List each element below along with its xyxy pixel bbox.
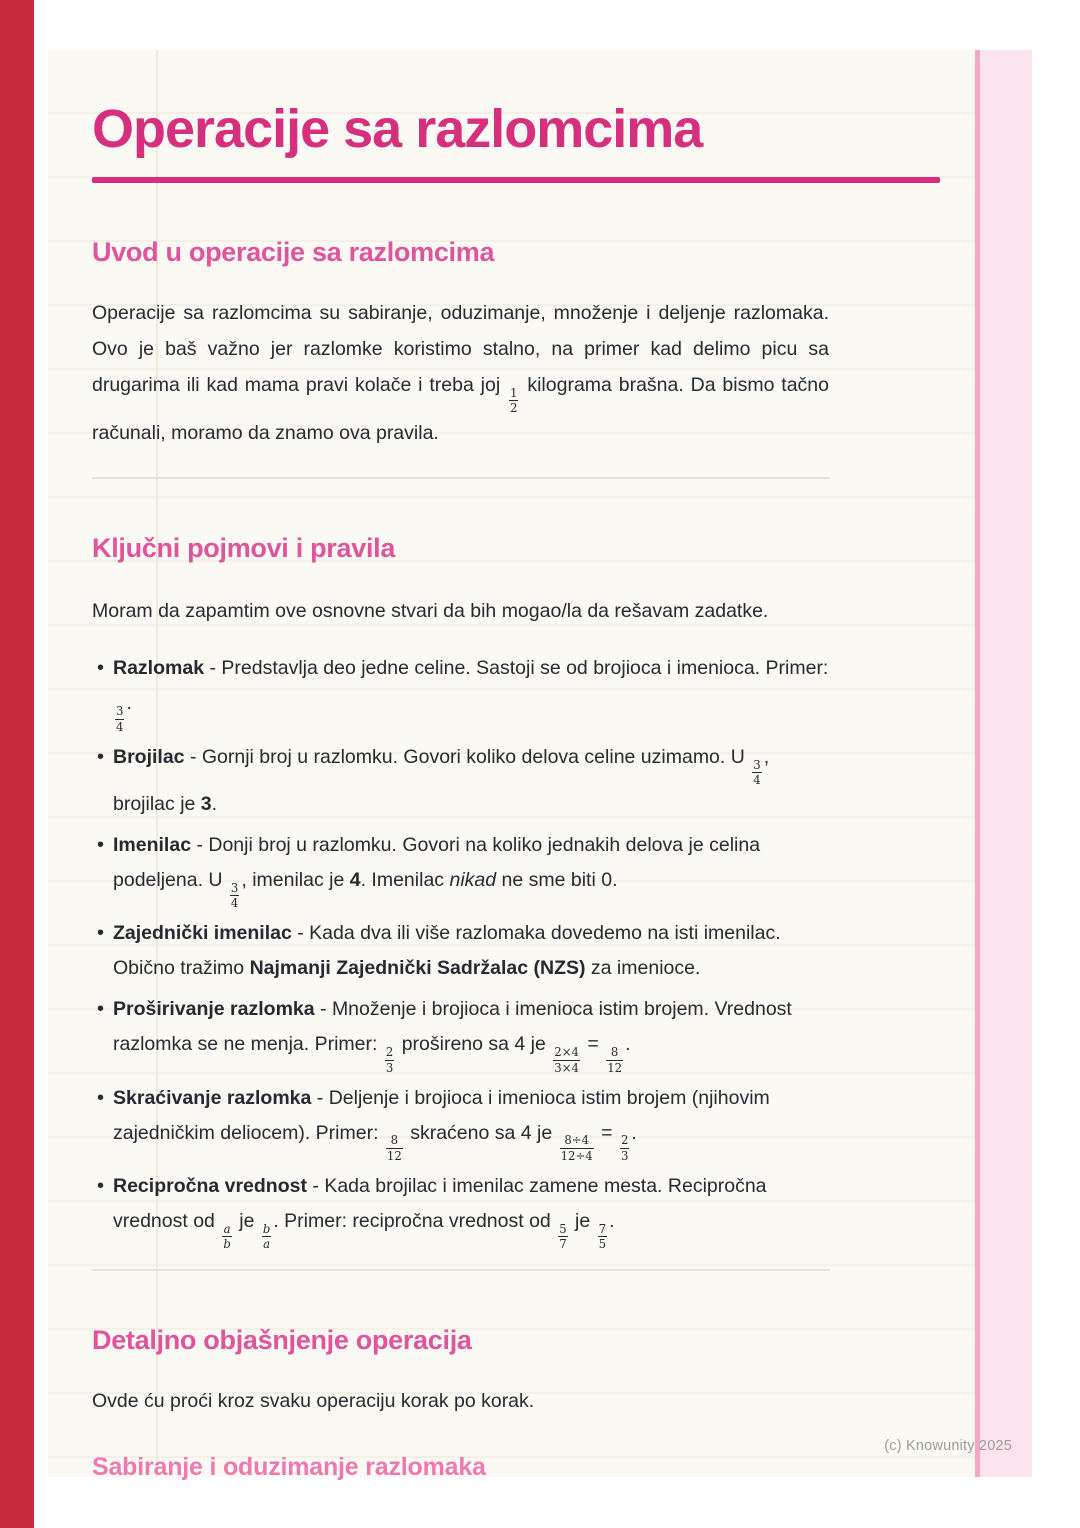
list-item — [92, 992, 829, 1074]
text-segment: = — [581, 1033, 605, 1056]
text-segment: kilograma brašna. Da bismo tačno računali, moramo da znamo ova pravila. — [92, 374, 829, 445]
section-heading: Ključni pojmovi i pravila — [92, 533, 396, 564]
fraction-denominator: 4 — [116, 719, 124, 734]
document-page — [48, 50, 975, 1482]
text-segment: skraćeno sa 4 je — [404, 1121, 558, 1144]
fraction-numerator: 5 — [559, 1221, 567, 1236]
paragraph — [92, 295, 829, 451]
fraction — [509, 387, 518, 415]
fraction-numerator: 8 — [610, 1045, 619, 1060]
fraction-denominator: 12 — [386, 1148, 402, 1163]
fraction-numerator: 3 — [753, 757, 761, 772]
fraction-numerator: 2 — [620, 1133, 629, 1148]
fraction — [115, 705, 124, 733]
text-segment: - Kada dva ili više razlomaka dovedemo na isti imenilac. Obično tražimo — [113, 922, 781, 980]
text-segment: Imenilac — [113, 833, 192, 856]
fraction — [620, 1134, 629, 1162]
text-segment: za imenioce. — [585, 957, 701, 980]
fraction-denominator: 3 — [620, 1148, 629, 1163]
list-item — [92, 1169, 829, 1251]
fraction-denominator: 2 — [510, 401, 518, 416]
fraction — [386, 1134, 403, 1162]
list-item — [92, 740, 829, 822]
text-segment: - Donji broj u razlomku. Govori na koliko jednakih delova je celina podeljena. U — [113, 833, 761, 891]
fraction-numerator: 2 — [385, 1045, 394, 1060]
text-segment: - Deljenje i brojioca i imenioca istim brojem (njihovim zajedničkim deliocem). Primer: — [113, 1086, 770, 1144]
fraction — [222, 1223, 231, 1251]
fraction-denominator: 12÷4 — [560, 1148, 593, 1163]
fraction — [598, 1223, 607, 1251]
text-segment: , imenilac je — [241, 868, 350, 891]
text-segment: 4 — [349, 868, 361, 891]
text-segment: ne sme biti 0. — [496, 868, 618, 891]
text-segment: . — [211, 792, 218, 815]
section-heading: Uvod u operacije sa razlomcima — [92, 237, 495, 267]
fraction-numerator: 3 — [230, 880, 239, 895]
fraction — [752, 759, 761, 787]
fraction-numerator: 8 — [390, 1133, 399, 1148]
sections-container — [92, 235, 852, 1483]
fraction-numerator: 1 — [510, 385, 518, 400]
text-segment: . — [609, 1209, 615, 1232]
text-segment: , brojilac je — [113, 745, 770, 815]
fraction — [230, 882, 239, 910]
text-segment: nikad — [449, 868, 497, 891]
fraction-denominator: 5 — [598, 1237, 607, 1252]
fraction-numerator: 8÷4 — [564, 1133, 590, 1148]
fraction-denominator: 3×4 — [554, 1060, 579, 1075]
text-segment: . Imenilac — [360, 868, 450, 891]
fraction-denominator: 3 — [385, 1060, 394, 1075]
text-segment: Operacije sa razlomcima su sabiranje, oduzimanje, množenje i deljenje razlomaka. Ovo je baš važno jer razlomke koristimo stalno, na primer kad delimo picu sa drugarima ili kad mama pravi kolače i treba joj — [92, 302, 829, 396]
key-terms-list — [92, 651, 829, 1251]
fraction-denominator: 4 — [753, 772, 761, 787]
fraction-numerator: a — [223, 1221, 231, 1236]
text-segment: = — [595, 1121, 618, 1144]
divider — [92, 1269, 830, 1271]
text-segment: Recipročna vrednost — [113, 1174, 307, 1197]
text-segment: prošireno sa 4 je — [396, 1033, 552, 1056]
text-segment: 3 — [200, 792, 212, 815]
right-accent-panel — [980, 50, 1032, 1477]
list-item — [92, 916, 829, 986]
text-segment: Najmanji Zajednički Sadržalac (NZS) — [249, 957, 586, 980]
list-item — [92, 1081, 829, 1163]
text-segment: Razlomak — [113, 657, 205, 680]
text-segment: je — [569, 1209, 596, 1232]
paragraph — [92, 1383, 829, 1419]
text-segment: . — [126, 692, 132, 715]
fraction-denominator: a — [263, 1237, 271, 1252]
fraction-denominator: 4 — [230, 896, 239, 911]
section-heading: Detaljno objašnjenje operacija — [92, 1325, 472, 1356]
text-segment: Moram da zapamtim ove osnovne stvari da bih mogao/la da rešavam zadatke. — [92, 600, 769, 623]
list-item — [92, 651, 829, 733]
text-segment: - Gornji broj u razlomku. Govori koliko delova celine uzimamo. U — [184, 745, 751, 768]
left-accent-stripe — [0, 0, 34, 1528]
fraction-denominator: 7 — [559, 1237, 567, 1252]
fraction — [606, 1046, 623, 1074]
fraction-numerator: 2×4 — [554, 1045, 579, 1060]
fraction-numerator: 7 — [598, 1221, 607, 1236]
fraction — [553, 1046, 580, 1074]
text-segment: . — [631, 1121, 637, 1144]
text-segment: - Predstavlja deo jedne celine. Sastoji se od brojioca i imenioca. Primer: — [204, 657, 829, 680]
text-segment: Proširivanje razlomka — [113, 998, 315, 1021]
fraction-denominator: 12 — [607, 1060, 623, 1075]
text-segment: . Primer: recipročna vrednost od — [273, 1209, 557, 1232]
text-segment: . — [625, 1033, 631, 1056]
fraction — [262, 1223, 271, 1251]
text-segment: je — [233, 1209, 260, 1232]
divider — [92, 477, 830, 479]
page-title: Operacije sa razlomcima — [92, 99, 703, 159]
fraction-numerator: b — [262, 1221, 271, 1236]
text-segment: Ovde ću proći kroz svaku operaciju korak po korak. — [92, 1390, 535, 1413]
title-underline — [92, 177, 940, 183]
text-segment: - Množenje i brojioca i imenioca istim brojem. Vrednost razlomka se ne menja. Primer: — [113, 998, 792, 1056]
fraction-denominator: b — [223, 1237, 231, 1252]
page-content — [92, 97, 852, 1483]
fraction — [385, 1046, 394, 1074]
fraction-numerator: 3 — [116, 704, 124, 719]
list-item — [92, 828, 829, 910]
fraction — [560, 1134, 594, 1162]
text-segment: Zajednički imenilac — [113, 922, 292, 945]
subsection-heading: Sabiranje i oduzimanje razlomaka — [92, 1453, 486, 1482]
footer-credit: (c) Knowunity 2025 — [884, 1438, 1012, 1454]
paragraph — [92, 593, 829, 629]
text-segment: - Kada brojilac i imenilac zamene mesta. Recipročna vrednost od — [113, 1174, 767, 1232]
fraction — [558, 1223, 567, 1251]
text-segment: Skraćivanje razlomka — [113, 1086, 312, 1109]
text-segment: Brojilac — [113, 745, 185, 768]
